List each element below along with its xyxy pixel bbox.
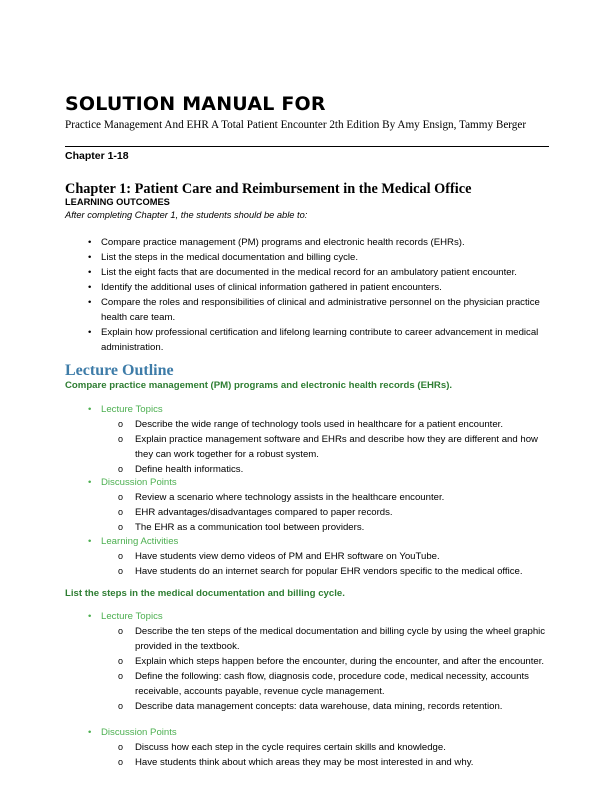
sub-item: o The EHR as a communication tool between providers.	[135, 520, 556, 535]
group-title: • Discussion Points	[101, 725, 556, 740]
sub-item: o EHR advantages/disadvantages compared to paper records.	[135, 505, 556, 520]
sub-item: o Describe the wide range of technology tools used in healthcare for a patient encounter.	[135, 417, 556, 432]
sub-item: o Review a scenario where technology assists in the healthcare encounter.	[135, 490, 556, 505]
section-heading-pm-vs-ehr: Compare practice management (PM) programs and electronic health records (EHRs).	[65, 380, 453, 391]
sub-item: o Define the following: cash flow, diagnosis code, procedure code, medical necessity, accounts receivable, accounts payable, revenue cycle management.	[135, 669, 556, 699]
group-title: • Discussion Points	[101, 475, 556, 490]
section-heading-billing-cycle: List the steps in the medical documentation and billing cycle.	[65, 588, 345, 599]
book-subtitle: Practice Management And EHR A Total Patient Encounter 2th Edition By Amy Ensign, Tammy Berger	[65, 119, 527, 131]
learning-outcomes-intro: After completing Chapter 1, the students should be able to:	[65, 210, 308, 220]
sub-item: o Explain which steps happen before the encounter, during the encounter, and after the encounter.	[135, 654, 556, 669]
group-title: • Learning Activities	[101, 534, 556, 549]
learning-outcomes-list	[101, 235, 551, 355]
sub-item: o Describe data management concepts: data warehouse, data mining, records retention.	[135, 699, 556, 714]
learning-outcomes-heading: LEARNING OUTCOMES	[65, 197, 170, 207]
group-title: • Lecture Topics	[101, 609, 556, 624]
sub-list	[101, 549, 556, 579]
outcome-item: • Compare the roles and responsibilities of clinical and administrative personnel on the physician practice health care team.	[101, 295, 551, 325]
sub-item: o Have students view demo videos of PM and EHR software on YouTube.	[135, 549, 556, 564]
sub-item: o Have students think about which areas they may be most interested in and why.	[135, 755, 556, 770]
outcome-item: • Explain how professional certification and lifelong learning contribute to career advancement in medical administration.	[101, 325, 551, 355]
group-lecture-topics	[101, 609, 556, 714]
outcome-item: • List the steps in the medical documentation and billing cycle.	[101, 250, 551, 265]
outcome-item: • Identify the additional uses of clinical information gathered in patient encounters.	[101, 280, 551, 295]
banner-title: SOLUTION MANUAL FOR	[65, 93, 326, 115]
sub-list	[101, 490, 556, 535]
group-title: • Lecture Topics	[101, 402, 556, 417]
sub-item: o Have students do an internet search for popular EHR vendors specific to the medical office.	[135, 564, 556, 579]
group-discussion-points	[101, 475, 556, 535]
sub-item: o Describe the ten steps of the medical documentation and billing cycle by using the wheel graphic provided in the textbook.	[135, 624, 556, 654]
chapter-title: Chapter 1: Patient Care and Reimbursement in the Medical Office	[65, 181, 472, 197]
sub-item: o Define health informatics.	[135, 462, 556, 477]
group-discussion-points	[101, 725, 556, 770]
group-lecture-topics	[101, 402, 556, 477]
outcome-item: • Compare practice management (PM) programs and electronic health records (EHRs).	[101, 235, 551, 250]
outcome-item: • List the eight facts that are documented in the medical record for an ambulatory patient encounter.	[101, 265, 551, 280]
sub-item: o Discuss how each step in the cycle requires certain skills and knowledge.	[135, 740, 556, 755]
sub-list	[101, 417, 556, 477]
header-divider	[65, 146, 549, 147]
lecture-outline-heading: Lecture Outline	[65, 362, 174, 379]
sub-list	[101, 740, 556, 770]
chapter-range: Chapter 1-18	[65, 150, 129, 162]
sub-list	[101, 624, 556, 714]
sub-item: o Explain practice management software and EHRs and describe how they are different and how they can work together for a robust system.	[135, 432, 556, 462]
group-learning-activities	[101, 534, 556, 579]
